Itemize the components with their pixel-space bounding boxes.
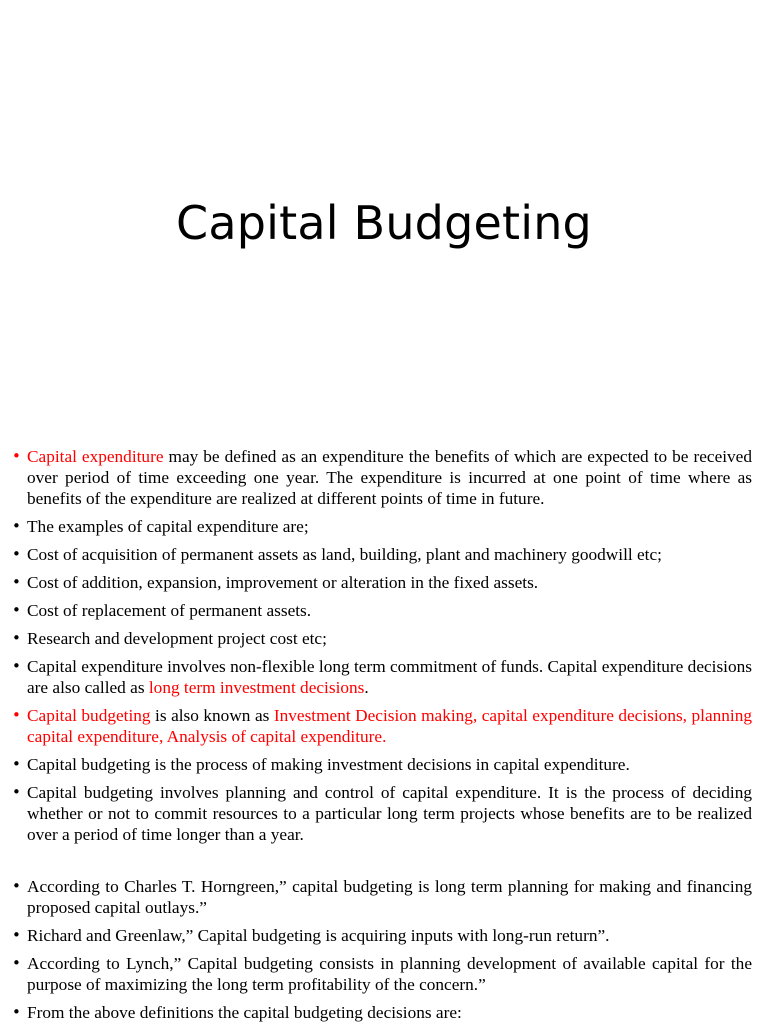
- bullet-dot-icon: •: [12, 783, 21, 801]
- bullet-item: [12, 544, 752, 565]
- bullet-dot-icon: •: [12, 629, 21, 647]
- bullet-item: [12, 876, 752, 918]
- bullet-dot-icon: •: [12, 954, 21, 972]
- bullet-dot-icon: •: [12, 545, 21, 563]
- bullet-text: Cost of addition, expansion, improvement or alteration in the fixed assets.: [27, 573, 539, 592]
- bullet-dot-icon: •: [12, 601, 21, 619]
- highlighted-text: Investment Decision making, capital expenditure decisions, planning capital expenditure, Analysis of capital expenditure.: [27, 706, 752, 746]
- bullet-text: is also known as: [150, 706, 274, 725]
- bullet-item: [12, 572, 752, 593]
- bullet-text: Cost of replacement of permanent assets.: [27, 601, 312, 620]
- bullet-text: According to Charles T. Horngreen,” capital budgeting is long term planning for making and financing proposed capital outlays.”: [27, 877, 752, 917]
- bullet-dot-icon: •: [12, 657, 21, 675]
- bullet-text: Capital expenditure involves non-flexible long term commitment of funds. Capital expenditure decisions are also called as: [27, 657, 752, 697]
- bullet-item: [12, 925, 752, 946]
- bullet-dot-icon: •: [12, 706, 21, 724]
- bullet-text: Capital budgeting involves planning and control of capital expenditure. It is the process of deciding whether or not to commit resources to a particular long term projects whose benefits are to be realized over a period of time longer than a year.: [27, 783, 752, 844]
- group-spacer: [12, 852, 752, 876]
- highlighted-text: Capital expenditure: [27, 447, 164, 466]
- bullet-text: Research and development project cost etc;: [27, 629, 327, 648]
- bullet-item: [12, 516, 752, 537]
- bullet-list: [12, 446, 752, 1030]
- bullet-item: [12, 953, 752, 995]
- bullet-item: [12, 754, 752, 775]
- bullet-text: Cost of acquisition of permanent assets as land, building, plant and machinery goodwill etc;: [27, 545, 662, 564]
- bullet-item: [12, 656, 752, 698]
- bullet-dot-icon: •: [12, 1003, 21, 1021]
- bullet-dot-icon: •: [12, 877, 21, 895]
- bullet-text: may be defined as an expenditure the benefits of which are expected to be received over period of time exceeding one year. The expenditure is incurred at one point of time where as benefits of the expenditure are realized at different points of time in future.: [27, 447, 752, 508]
- highlighted-text: Capital budgeting: [27, 706, 151, 725]
- bullet-item: [12, 600, 752, 621]
- bullet-text: .: [364, 678, 369, 697]
- bullet-text: Capital budgeting is the process of making investment decisions in capital expenditure.: [27, 755, 630, 774]
- bullet-text: According to Lynch,” Capital budgeting consists in planning development of available capital for the purpose of maximizing the long term profitability of the concern.”: [27, 954, 752, 994]
- bullet-dot-icon: •: [12, 447, 21, 465]
- bullet-group-definitions: [12, 446, 752, 845]
- bullet-item: [12, 782, 752, 845]
- bullet-dot-icon: •: [12, 517, 21, 535]
- bullet-dot-icon: •: [12, 926, 21, 944]
- bullet-dot-icon: •: [12, 573, 21, 591]
- bullet-dot-icon: •: [12, 755, 21, 773]
- bullet-item: [12, 446, 752, 509]
- bullet-item: [12, 628, 752, 649]
- bullet-group-quotations: [12, 876, 752, 1023]
- bullet-text: The examples of capital expenditure are;: [27, 517, 309, 536]
- bullet-item: [12, 1002, 752, 1023]
- highlighted-text: long term investment decisions: [148, 678, 365, 697]
- bullet-text: From the above definitions the capital budgeting decisions are:: [27, 1003, 462, 1022]
- bullet-text: Richard and Greenlaw,” Capital budgeting is acquiring inputs with long-run return”.: [27, 926, 610, 945]
- bullet-item: [12, 705, 752, 747]
- slide-title: Capital Budgeting: [176, 195, 592, 250]
